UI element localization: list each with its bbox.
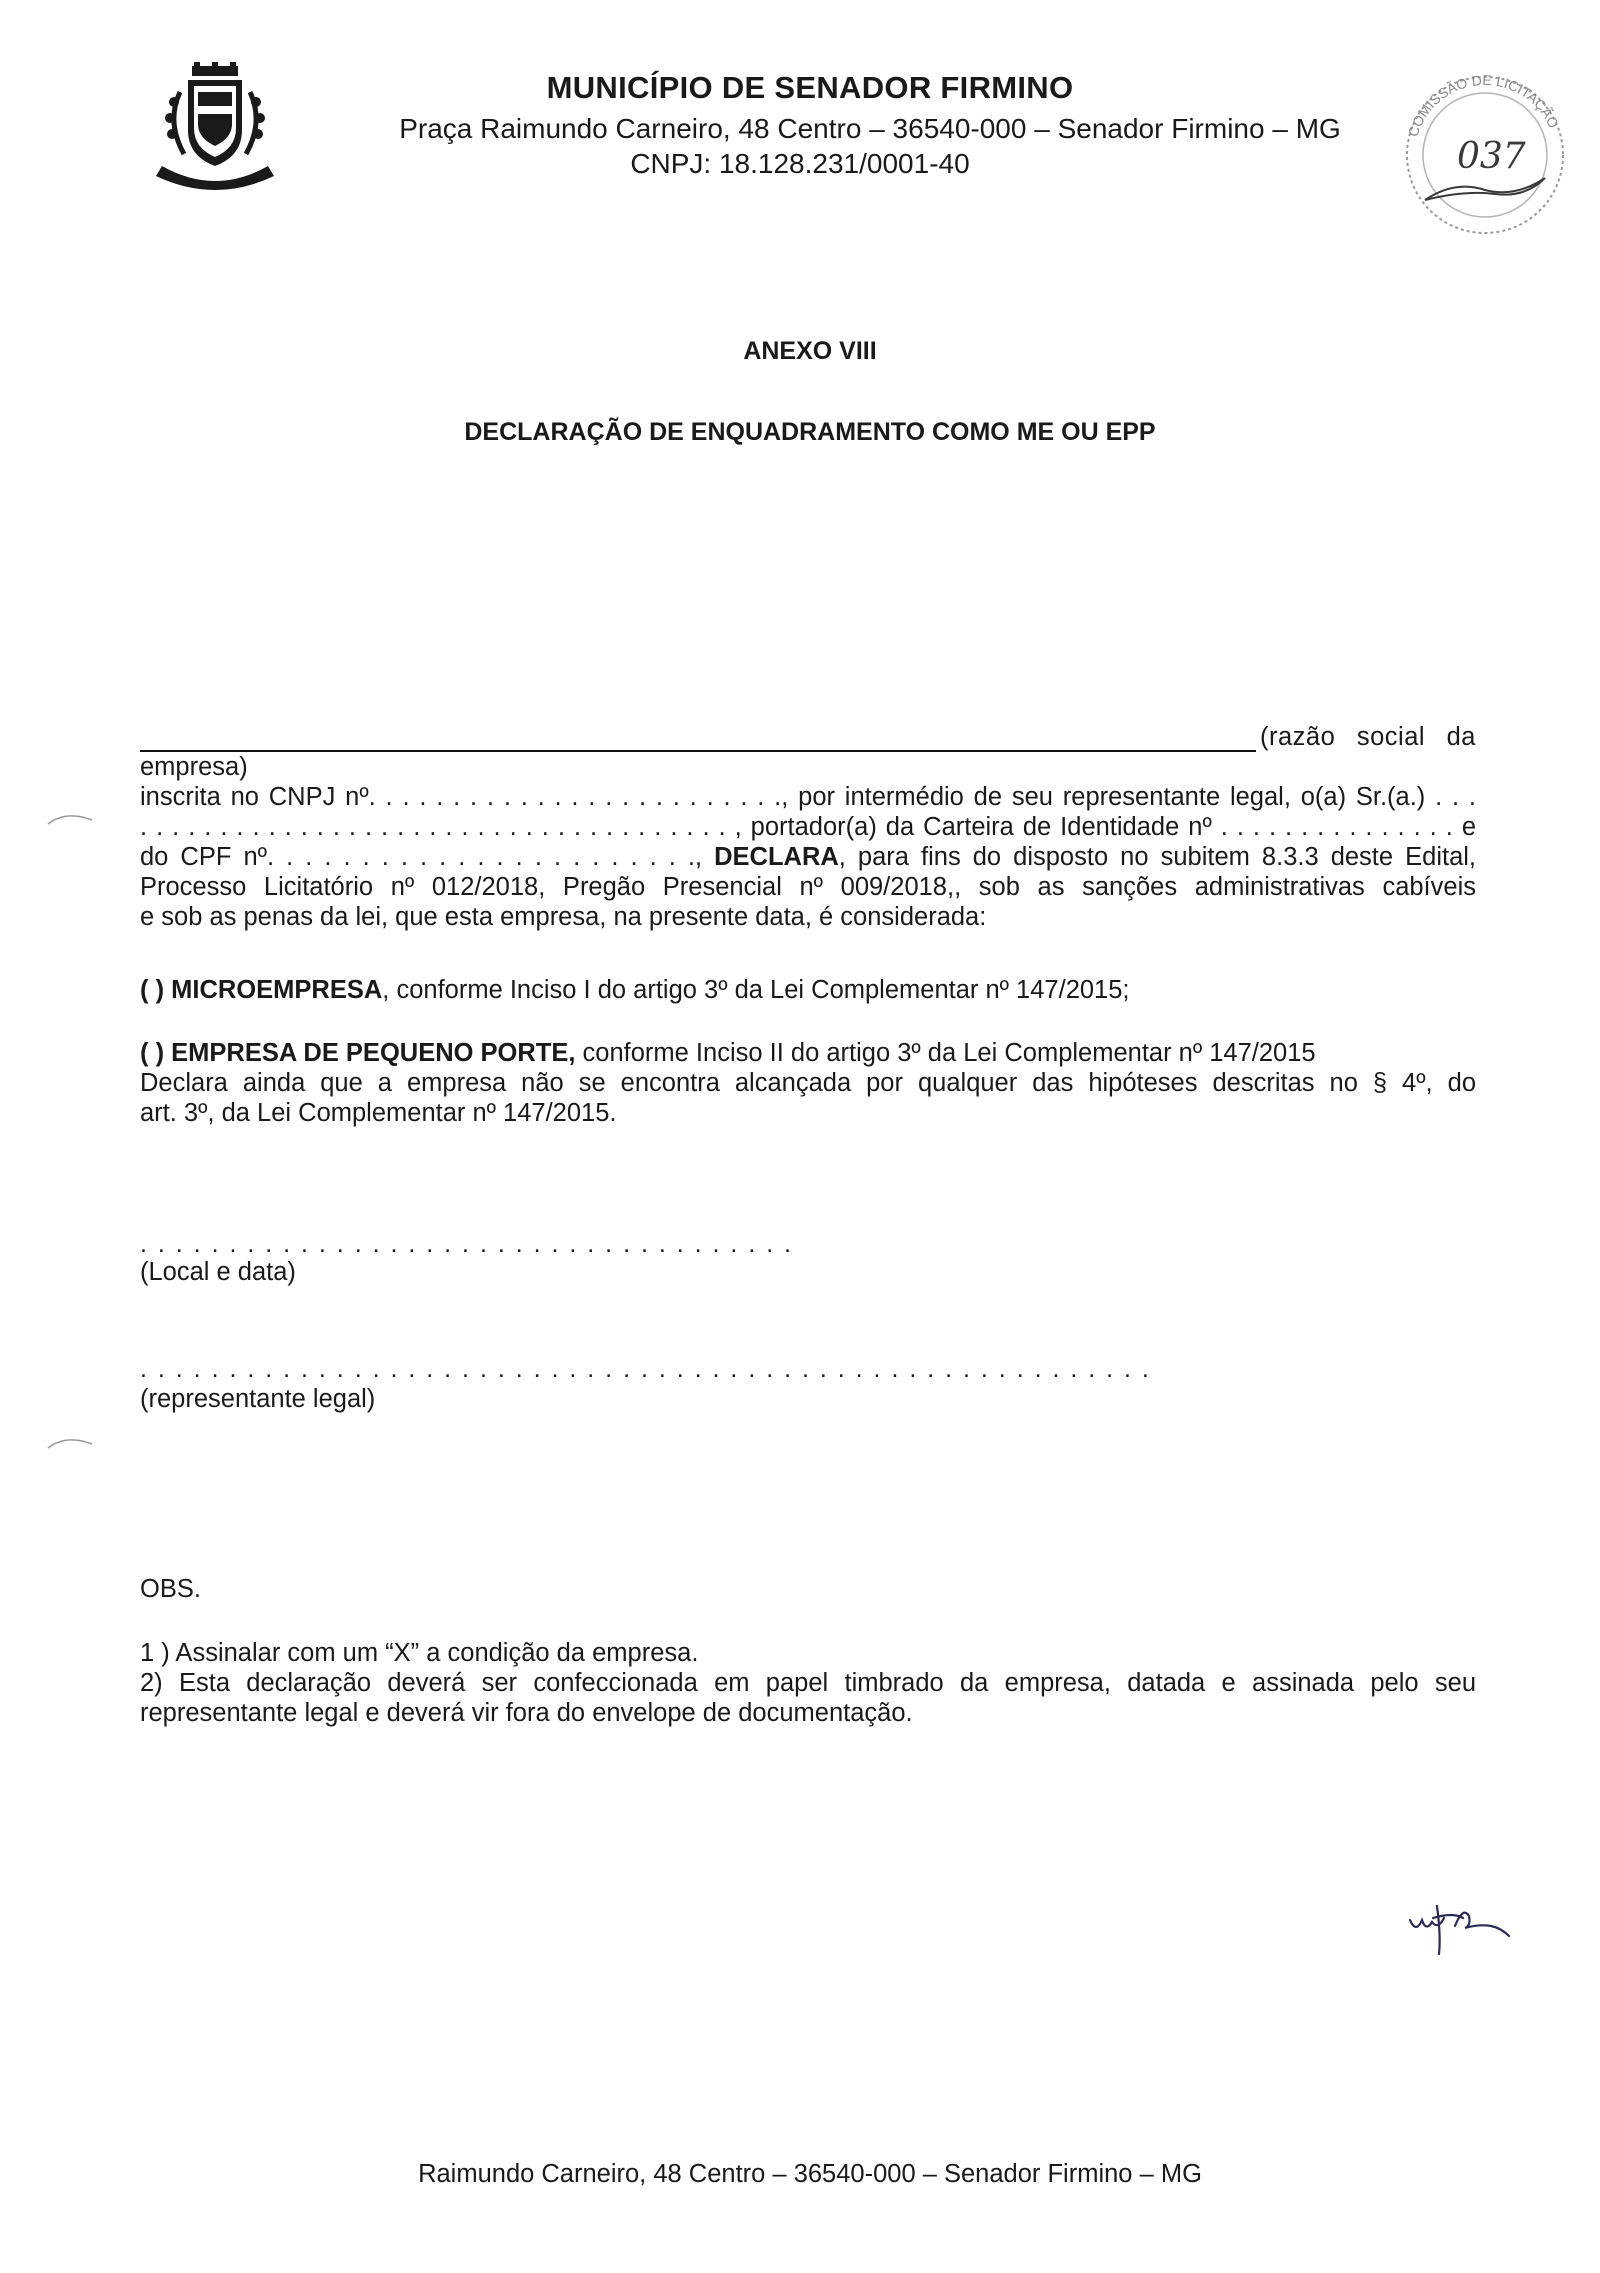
representative-label: (representante legal) [140,1385,376,1413]
declara-ainda-line1: Declara ainda que a empresa não se encontra alcançada por qualquer das hipóteses descritas no § 4º, do [140,1069,1476,1097]
company-name-line [140,722,1476,752]
cpf-text-rest: , para fins do disposto no subitem 8.3.3 deste Edital, [838,843,1476,871]
local-date-label: (Local e data) [140,1258,296,1286]
cnpj-line: inscrita no CNPJ nº. . . . . . . . . . . . . . . . . . . . . . . . ., por intermédio de seu representante legal, o(a) Sr.(a.) . . . [140,783,1476,811]
cpf-text: do CPF nº. . . . . . . . . . . . . . . . . . . . . . ., [140,843,703,871]
municipality-address: Praça Raimundo Carneiro, 48 Centro – 36540-000 – Senador Firmino – MG [399,113,1341,144]
company-name-blank [140,730,1256,752]
obs-note-2-line2: representante legal e deverá vir fora do envelope de documentação. [140,1699,913,1727]
representative-dotted-line[interactable]: . . . . . . . . . . . . . . . . . . . . . . . . . . . . . . . . . . . . . . . . . . . . . . . . . . . . . . . . . [140,1355,1151,1383]
obs-notes [140,1638,1476,1728]
commission-stamp [1385,60,1585,235]
initials-signature [1405,1898,1545,1958]
declara-bold: DECLARA [714,843,839,871]
company-label-cont: empresa) [140,753,248,781]
stamp-page-number: 037 [1457,136,1526,177]
microempresa-label: MICROEMPRESA [171,976,383,1004]
epp-label: EMPRESA DE PEQUENO PORTE, [171,1039,576,1067]
process-line: Processo Licitatório nº 012/2018, Pregão Presencial nº 009/2018,, sob as sanções administrativas cabíveis [140,873,1476,901]
local-date-dotted-line[interactable]: . . . . . . . . . . . . . . . . . . . . . . . . . . . . . . . . . . . . . [140,1230,794,1258]
option-microempresa [140,975,1476,1005]
option-epp [140,1038,1476,1128]
declaration-paragraph [140,722,1476,932]
municipality-title: MUNICÍPIO DE SENADOR FIRMINO [546,70,1074,105]
company-name-label: (razão social da [1259,723,1476,751]
epp-text: conforme Inciso II do artigo 3º da Lei Complementar nº 147/2015 [575,1039,1316,1067]
considered-line: e sob as penas da lei, que esta empresa, na presente data, é considerada: [140,903,987,931]
declara-ainda-line2: art. 3º, da Lei Complementar nº 147/2015. [140,1099,617,1127]
microempresa-checkbox[interactable]: ( ) [140,976,165,1004]
stamp-lettering: COMISSÃO DE LICITAÇÃO [1404,71,1562,139]
epp-checkbox[interactable]: ( ) [140,1039,165,1067]
annex-heading: ANEXO VIII [743,337,877,365]
obs-note-1: 1 ) Assinalar com um “X” a condição da empresa. [140,1639,699,1667]
microempresa-text: , conforme Inciso I do artigo 3º da Lei Complementar nº 147/2015; [382,976,1130,1004]
scan-mark-upper [46,808,96,828]
footer-address: Raimundo Carneiro, 48 Centro – 36540-000 – Senador Firmino – MG [418,2160,1202,2188]
cpf-line [140,842,1476,872]
declaration-title: DECLARAÇÃO DE ENQUADRAMENTO COMO ME OU EPP [464,418,1156,446]
municipality-cnpj: CNPJ: 18.128.231/0001-40 [630,148,970,179]
obs-note-2-line1: 2) Esta declaração deverá ser confeccionada em papel timbrado da empresa, datada e assinada pelo seu [140,1669,1476,1697]
identity-line: . . . . . . . . . . . . . . . . . . . . . . . . . . . . . . . . . . . . . , portador(a) da Carteira de Identidade nº . . . . . . . . . . . . . . . e [140,813,1476,841]
scan-mark-lower [46,1432,96,1452]
obs-label: OBS. [140,1575,201,1603]
